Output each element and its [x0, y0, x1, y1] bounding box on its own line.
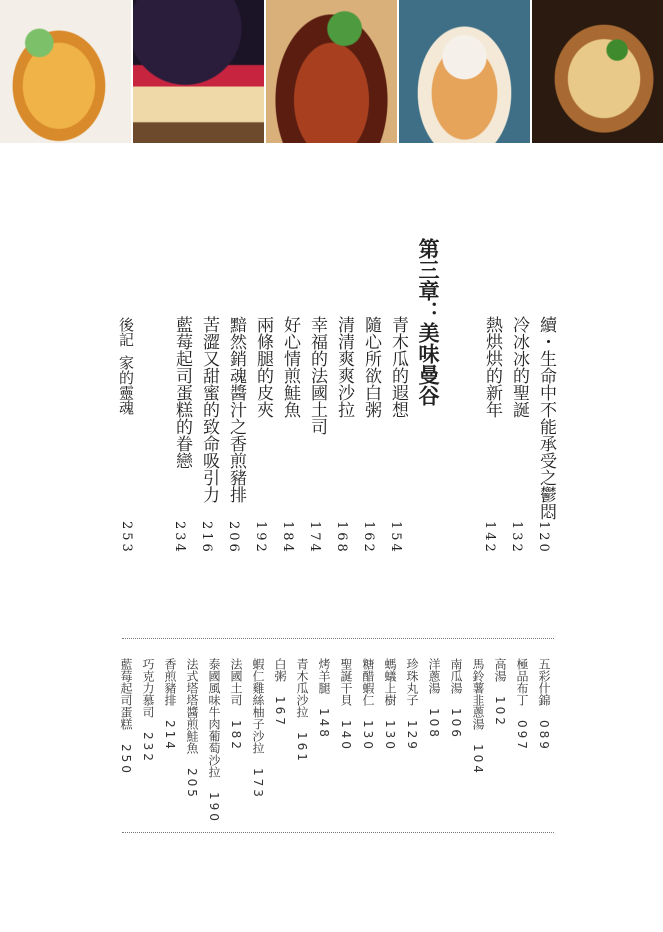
recipe-item: 南瓜湯106 [449, 658, 463, 740]
recipe-item: 洋蔥湯108 [427, 658, 441, 740]
toc-entry-title: 兩條腿的皮夾 [253, 316, 273, 418]
toc-entry-page: 120 [536, 521, 551, 555]
divider-top [122, 638, 554, 639]
recipe-item: 白粥167 [273, 658, 287, 728]
afterword-entry [118, 317, 133, 415]
toc-entry-page: 216 [199, 521, 214, 555]
recipe-item: 巧克力慕司232 [141, 658, 155, 764]
toc-entry-title: 續・生命中不能承受之鬱悶 [536, 316, 556, 520]
toc-entry-page: 168 [334, 521, 349, 555]
toc-entry-title: 隨心所欲白粥 [361, 316, 381, 418]
custard-pudding-photo [0, 0, 133, 143]
recipe-item: 法式塔塔醬煎鮭魚205 [185, 658, 199, 800]
recipe-item: 青木瓜沙拉161 [295, 658, 309, 764]
recipe-item: 極品布丁097 [515, 658, 529, 752]
toc-entry-page: 162 [361, 521, 376, 555]
chapter-title: 第三章：美味曼谷 [416, 238, 441, 406]
toc-entry-page: 184 [280, 521, 295, 555]
toc-entry-page: 142 [482, 521, 497, 555]
recipe-item: 高湯102 [493, 658, 507, 728]
toc-entry-page: 206 [226, 521, 241, 555]
recipe-item: 糖醋蝦仁130 [361, 658, 375, 752]
food-photo-banner [0, 0, 663, 143]
recipe-item: 蝦仁雞絲柚子沙拉173 [251, 658, 265, 800]
recipe-item: 法國土司182 [229, 658, 243, 752]
toc-entry-title: 藍莓起司蛋糕的眷戀 [172, 316, 192, 469]
toc-entry-title: 清清爽爽沙拉 [334, 316, 354, 418]
toc-entry-page: 234 [172, 521, 187, 555]
recipe-item: 聖誕干貝140 [339, 658, 353, 752]
toc-entry-page: 174 [307, 521, 322, 555]
toc-entry-title: 黯然銷魂醬汁之香煎豬排 [226, 316, 246, 503]
toc-entry-page: 132 [509, 521, 524, 555]
divider-bottom [122, 832, 554, 833]
afterword-label: 後記 [117, 317, 135, 347]
recipe-item: 泰國風味牛肉葡萄沙拉190 [207, 658, 221, 824]
toc-entry-title: 青木瓜的遐想 [388, 316, 408, 418]
toc-entry-page: 154 [388, 521, 403, 555]
toc-entry-title: 好心情煎鮭魚 [280, 316, 300, 418]
toc-entry-title: 苦澀又甜蜜的致命吸引力 [199, 316, 219, 503]
afterword-title: 家的靈魂 [117, 355, 135, 415]
baked-dish-photo [532, 0, 663, 143]
recipe-item: 螞蟻上樹130 [383, 658, 397, 752]
recipe-item: 烤羊腿148 [317, 658, 331, 740]
toc-entry-page: 192 [253, 521, 268, 555]
toc-entry-title: 熱烘烘的新年 [482, 316, 502, 418]
papaya-salad-photo [399, 0, 532, 143]
recipe-item: 馬鈴薯韭蔥湯104 [471, 658, 485, 776]
recipe-item: 珍珠丸子129 [405, 658, 419, 752]
braised-pork-photo [266, 0, 399, 143]
toc-entry-title: 冷冰冰的聖誕 [509, 316, 529, 418]
toc-entry-title: 幸福的法國土司 [307, 316, 327, 435]
recipe-item: 藍莓起司蛋糕250 [119, 658, 133, 776]
recipe-item: 五彩什錦089 [537, 658, 551, 752]
recipe-item: 香煎豬排214 [163, 658, 177, 752]
blueberry-cheesecake-photo [133, 0, 266, 143]
afterword-page: 253 [119, 521, 134, 555]
